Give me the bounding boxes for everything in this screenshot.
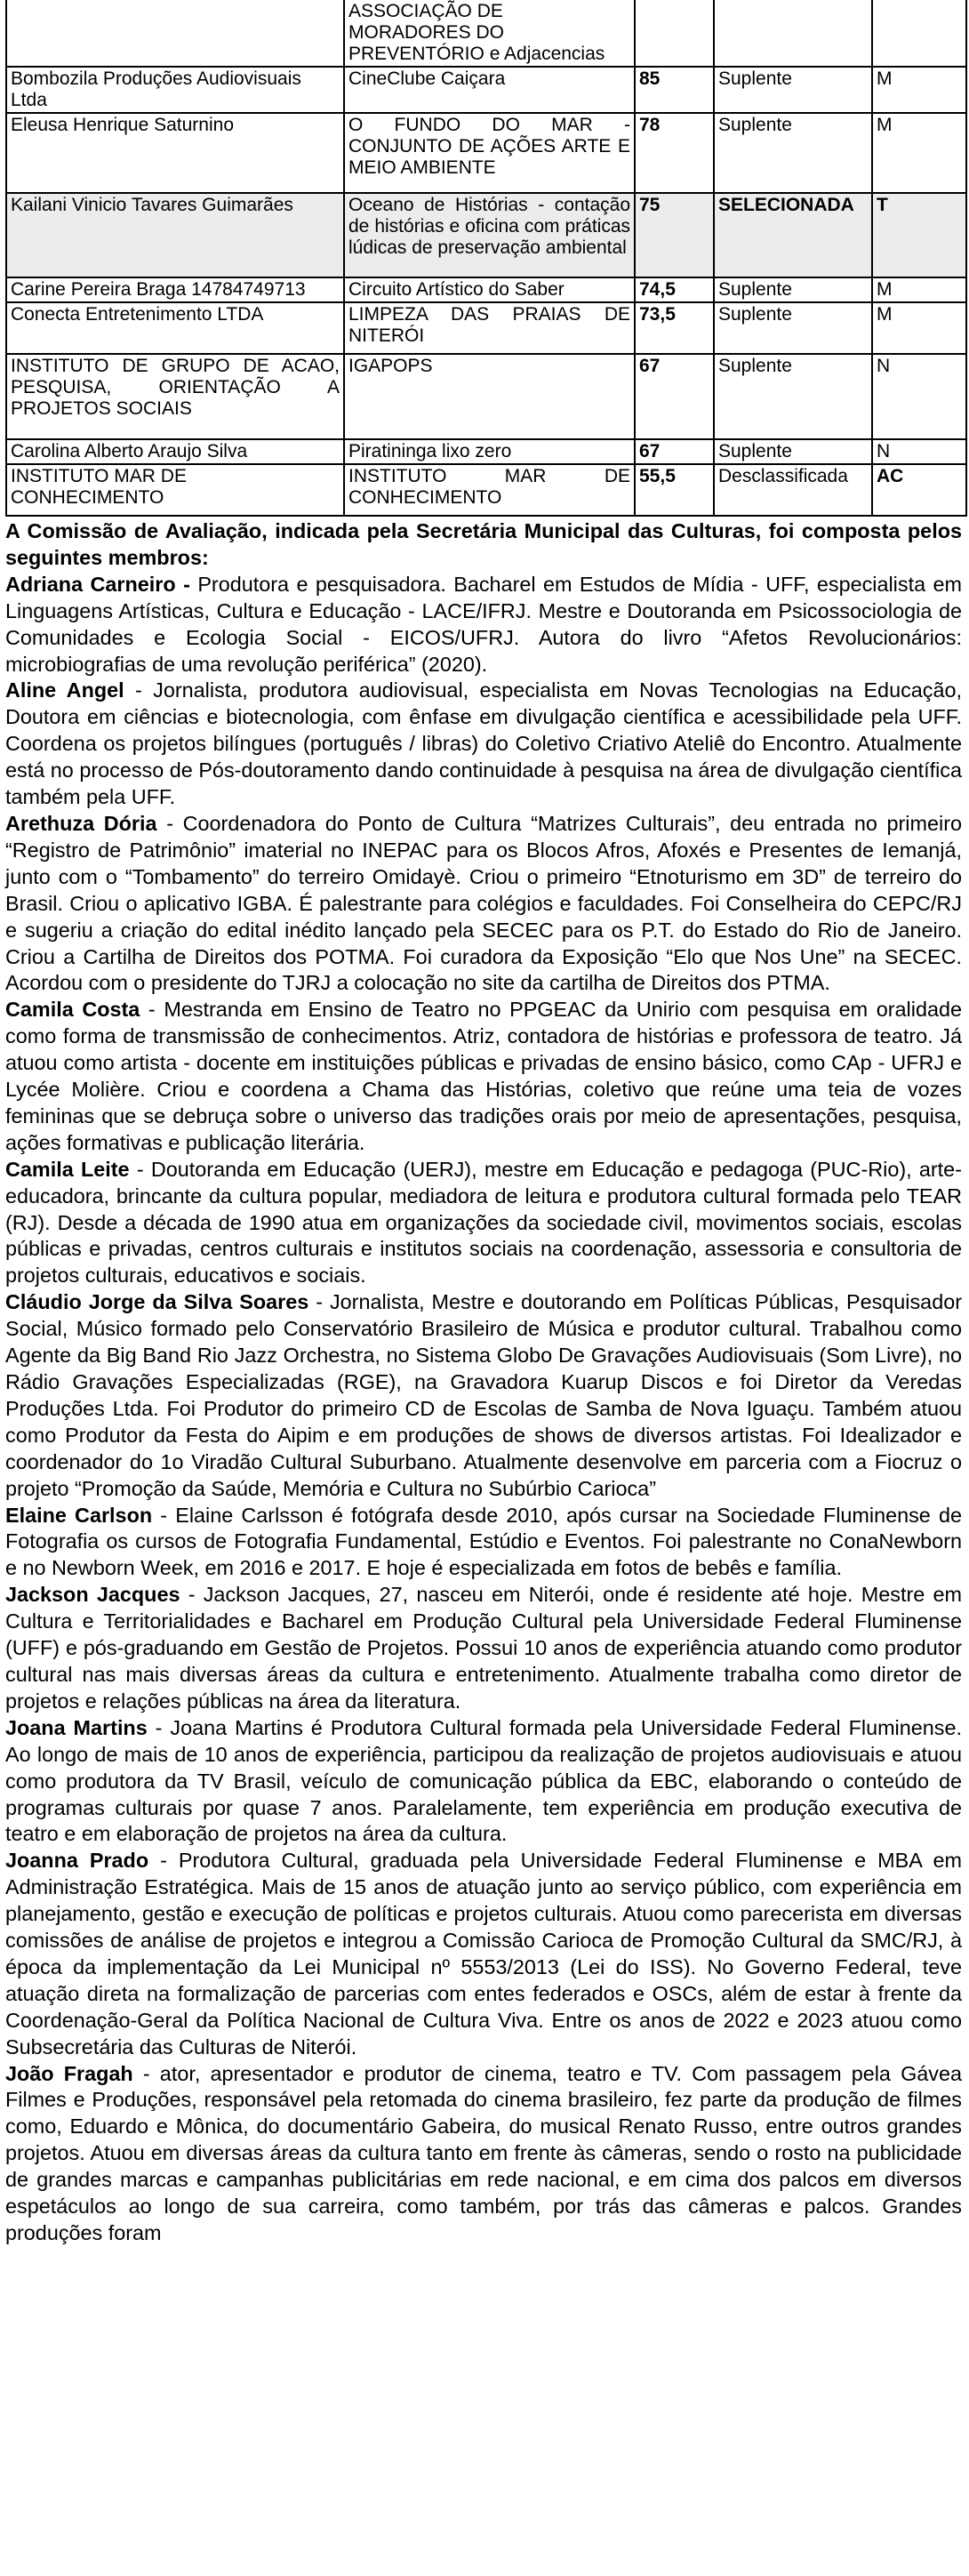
proponent-cell	[6, 0, 344, 67]
score-cell: 55,5	[635, 464, 714, 516]
status-cell: Suplente	[714, 354, 872, 439]
project-cell: O FUNDO DO MAR - CONJUNTO DE AÇÕES ARTE E MEIO AMBIENTE	[344, 113, 635, 193]
proponent-cell: INSTITUTO MAR DE CONHECIMENTO	[6, 464, 344, 516]
member-name: Arethuza Dória	[5, 811, 157, 835]
member-bio: - Coordenadora do Ponto de Cultura “Matrizes Culturais”, deu entrada no primeiro “Registro de Patrimônio” imaterial no INEPAC para os Blocos Afros, Afoxés e Presentes de Iemanjá, junto com o “Tombamento” do terreiro Omidayè. Criou o primeiro “Etnoturismo em 3D” de terreiro do Brasil. Criou o aplicativo IGBA. É palestrante para colégios e faculdades. Foi Conselheira do CEPC/RJ e sugeriu a criação do edital inédito lançado pela SECEC para os P.T. do Estado do Rio de Janeiro. Criou a Cartilha de Direitos dos POTMA. Foi curadora da Exposição “Elo que Nos Une” na SECEC. Acordou com o presidente do TJRJ a colocação no site da cartilha de Direitos dos PTMA.	[5, 811, 962, 995]
proponent-cell: Conecta Entretenimento LTDA	[6, 302, 344, 354]
score-cell	[635, 0, 714, 67]
table-row	[6, 0, 966, 67]
score-cell: 78	[635, 113, 714, 193]
table-row	[6, 113, 966, 193]
table-row	[6, 354, 966, 439]
member-bio: - Produtora Cultural, graduada pela Universidade Federal Fluminense e MBA em Administração Estratégica. Mais de 15 anos de atuação junto ao serviço público, com experiência em planejamento, gestão e execução de políticas e projetos culturais. Atuou como parecerista em diversas comissões de análise de projetos e integrou a Comissão Carioca de Promoção Cultural da SMC/RJ, à época da implementação da Lei Municipal nº 5553/2013 (Lei do ISS). No Governo Federal, teve atuação direta na formalização de parcerias com entes federados e OSCs, além de estar à frente da Coordenação-Geral da Política Nacional de Cultura Viva. Entre os anos de 2022 e 2023 atuou como Subsecretária das Culturas de Niterói.	[5, 1849, 962, 2058]
member-name: Camila Costa	[5, 998, 140, 1022]
table-row	[6, 277, 966, 302]
code-cell: N	[872, 439, 966, 464]
committee-section	[5, 518, 964, 2247]
project-cell: Piratininga lixo zero	[344, 439, 635, 464]
member-paragraph	[5, 678, 962, 811]
score-cell: 85	[635, 67, 714, 113]
member-name: Jackson Jacques	[5, 1583, 180, 1607]
code-cell: N	[872, 354, 966, 439]
proponent-cell: Carine Pereira Braga 14784749713	[6, 277, 344, 302]
table-row	[6, 193, 966, 277]
table-row	[6, 439, 966, 464]
member-paragraph	[5, 1289, 962, 1502]
status-cell	[714, 0, 872, 67]
member-bio: - Joana Martins é Produtora Cultural formada pela Universidade Federal Fluminense. Ao longo de mais de 10 anos de experiência, participou da realização de projetos audiovisuais e atuou como produtora da TV Brasil, veículo de comunicação pública da EBC, elaborando o conteúdo de programas culturais por quase 7 anos. Paralelamente, tem experiência em produção executiva de teatro e em elaboração de projetos na área da cultura.	[5, 1715, 962, 1846]
project-cell: CineClube Caiçara	[344, 67, 635, 113]
member-bio: - Doutoranda em Educação (UERJ), mestre em Educação e pedagoga (PUC-Rio), arte-educadora, brincante da cultura popular, mediadora de leitura e produtora cultural formada pelo TEAR (RJ). Desde a década de 1990 atua em organizações da sociedade civil, movimentos sociais, escolas públicas e privadas, centros culturais e institutos sociais na coordenação, assessoria e consultoria de projetos culturais, educativos e sociais.	[5, 1157, 962, 1288]
committee-intro: A Comissão de Avaliação, indicada pela Secretária Municipal das Culturas, foi composta pelos seguintes membros:	[5, 519, 962, 569]
code-cell: M	[872, 67, 966, 113]
code-cell: M	[872, 277, 966, 302]
code-cell: M	[872, 113, 966, 193]
proponent-cell: Eleusa Henrique Saturnino	[6, 113, 344, 193]
project-cell: Circuito Artístico do Saber	[344, 277, 635, 302]
member-name: João Fragah	[5, 2061, 133, 2085]
member-bio: - Elaine Carlsson é fotógrafa desde 2010, após cursar na Sociedade Fluminense de Fotografia os cursos de Fotografia Fundamental, Estúdio e Eventos. Foi palestrante no ConaNewborn e no Newborn Week, em 2016 e 2017. E hoje é especializada em fotos de bebês e família.	[5, 1503, 962, 1580]
status-cell: Suplente	[714, 302, 872, 354]
status-cell: Desclassificada	[714, 464, 872, 516]
project-cell: Oceano de Histórias - contação de histórias e oficina com práticas lúdicas de preservação ambiental	[344, 193, 635, 277]
member-bio: - ator, apresentador e produtor de cinema, teatro e TV. Com passagem pela Gávea Filmes e Produções, responsável pela retomada do cinema brasileiro, fez parte da produção de filmes como, Eduardo e Mônica, do documentário Gabeira, do musical Renato Russo, entre outros grandes projetos. Atuou em diversas áreas da cultura tanto em frente às câmeras, sendo o rosto na publicidade de grandes marcas e campanhas publicitárias em rede nacional, e em cima dos palcos em diversos espetáculos ao longo de sua carreira, como também, por trás das câmeras e palcos. Grandes produções foram	[5, 2061, 963, 2244]
member-name: Aline Angel	[5, 678, 124, 702]
status-cell: Suplente	[714, 67, 872, 113]
proponent-cell: INSTITUTO DE GRUPO DE ACAO, PESQUISA, ORIENTAÇÃO A PROJETOS SOCIAIS	[6, 354, 344, 439]
score-cell: 74,5	[635, 277, 714, 302]
member-bio: - Jornalista, produtora audiovisual, especialista em Novas Tecnologias na Educação, Doutora em ciências e biotecnologia, com ênfase em divulgação científica e acessibilidade pela UFF. Coordena os projetos bilíngues (português / libras) do Coletivo Criativo Ateliê do Encontro. Atualmente está no processo de Pós-doutoramento dando continuidade à pesquisa na área de divulgação científica também pela UFF.	[5, 678, 962, 809]
project-cell: LIMPEZA DAS PRAIAS DE NITERÓI	[344, 302, 635, 354]
proponent-cell: Carolina Alberto Araujo Silva	[6, 439, 344, 464]
member-paragraph	[5, 2061, 962, 2247]
status-cell: Suplente	[714, 277, 872, 302]
member-name: Joanna Prado	[5, 1849, 149, 1873]
member-paragraph	[5, 997, 962, 1156]
project-cell: INSTITUTO MAR DE CONHECIMENTO	[344, 464, 635, 516]
member-bio: - Jackson Jacques, 27, nasceu em Niterói, onde é residente até hoje. Mestre em Cultura e Territorialidades e Bacharel em Produção Cultural pela Universidade Federal Fluminense (UFF) e pós-graduando em Gestão de Projetos. Possui 10 anos de experiência atuando como produtor cultural nas mais diversas áreas da cultura e entretenimento. Atualmente trabalha como diretor de projetos e relações públicas na área da literatura.	[5, 1583, 962, 1713]
member-name: Joana Martins	[5, 1715, 148, 1739]
table-row	[6, 464, 966, 516]
member-bio: - Mestranda em Ensino de Teatro no PPGEAC da Unirio com pesquisa em oralidade como forma de transmissão de conhecimentos. Atriz, contadora de histórias e professora de teatro. Já atuou como artista - docente em instituições públicas e privadas de ensino básico, como CAp - UFRJ e Lycée Molière. Criou e coordena a Chama das Histórias, coletivo que reúne uma teia de vozes femininas que se debruça sobre o universo das tradições orais por meio de apresentações, pesquisa, ações formativas e publicação literária.	[5, 998, 962, 1154]
project-cell: IGAPOPS	[344, 354, 635, 439]
table-row	[6, 302, 966, 354]
member-name: Cláudio Jorge da Silva Soares	[5, 1290, 309, 1314]
proponent-cell: Bombozila Produções Audiovisuais Ltda	[6, 67, 344, 113]
status-cell: Suplente	[714, 113, 872, 193]
member-paragraph	[5, 1715, 962, 1849]
member-name: Camila Leite	[5, 1157, 130, 1181]
member-paragraph	[5, 1503, 962, 1583]
score-cell: 67	[635, 354, 714, 439]
member-bio: Produtora e pesquisadora. Bacharel em Estudos de Mídia - UFF, especialista em Linguagens Artísticas, Cultura e Educação - LACE/IFRJ. Mestre e Doutoranda em Psicossociologia de Comunidades e Ecologia Social - EICOS/UFRJ. Autora do livro “Afetos Revolucionários: microbiografias de uma revolução periférica” (2020).	[5, 572, 962, 676]
member-paragraph	[5, 572, 962, 678]
status-cell: SELECIONADA	[714, 193, 872, 277]
proponent-cell: Kailani Vinicio Tavares Guimarães	[6, 193, 344, 277]
table-row	[6, 67, 966, 113]
code-cell: AC	[872, 464, 966, 516]
member-paragraph	[5, 811, 962, 997]
member-name: Elaine Carlson	[5, 1503, 153, 1527]
score-cell: 73,5	[635, 302, 714, 354]
member-paragraph	[5, 1582, 962, 1715]
member-bio: - Jornalista, Mestre e doutorando em Políticas Públicas, Pesquisador Social, Músico formado pelo Conservatório Brasileiro de Música e produtor cultural. Trabalhou como Agente da Big Band Rio Jazz Orchestra, no Sistema Globo De Gravações Audiovisuais (Som Livre), no Rádio Gravações Especializadas (RGE), na Gravadora Kuarup Discos e foi Diretor da Veredas Produções Ltda. Foi Produtor do primeiro CD de Escolas de Samba de Nova Iguaçu. Também atuou como Produtor da Festa do Aipim e em produções de shows de diversos artistas. Foi Idealizador e coordenador do 1o Viradão Cultural Suburbano. Atualmente desenvolve em parceria com a Fiocruz o projeto “Promoção da Saúde, Memória e Cultura no Subúrbio Carioca”	[5, 1290, 962, 1500]
code-cell	[872, 0, 966, 67]
member-paragraph	[5, 1157, 962, 1290]
member-paragraph	[5, 1848, 962, 2060]
project-cell: ASSOCIAÇÃO DE MORADORES DO PREVENTÓRIO e Adjacencias	[344, 0, 635, 67]
code-cell: M	[872, 302, 966, 354]
code-cell: T	[872, 193, 966, 277]
member-name: Adriana Carneiro -	[5, 572, 190, 596]
status-cell: Suplente	[714, 439, 872, 464]
results-table	[5, 0, 967, 517]
score-cell: 75	[635, 193, 714, 277]
score-cell: 67	[635, 439, 714, 464]
